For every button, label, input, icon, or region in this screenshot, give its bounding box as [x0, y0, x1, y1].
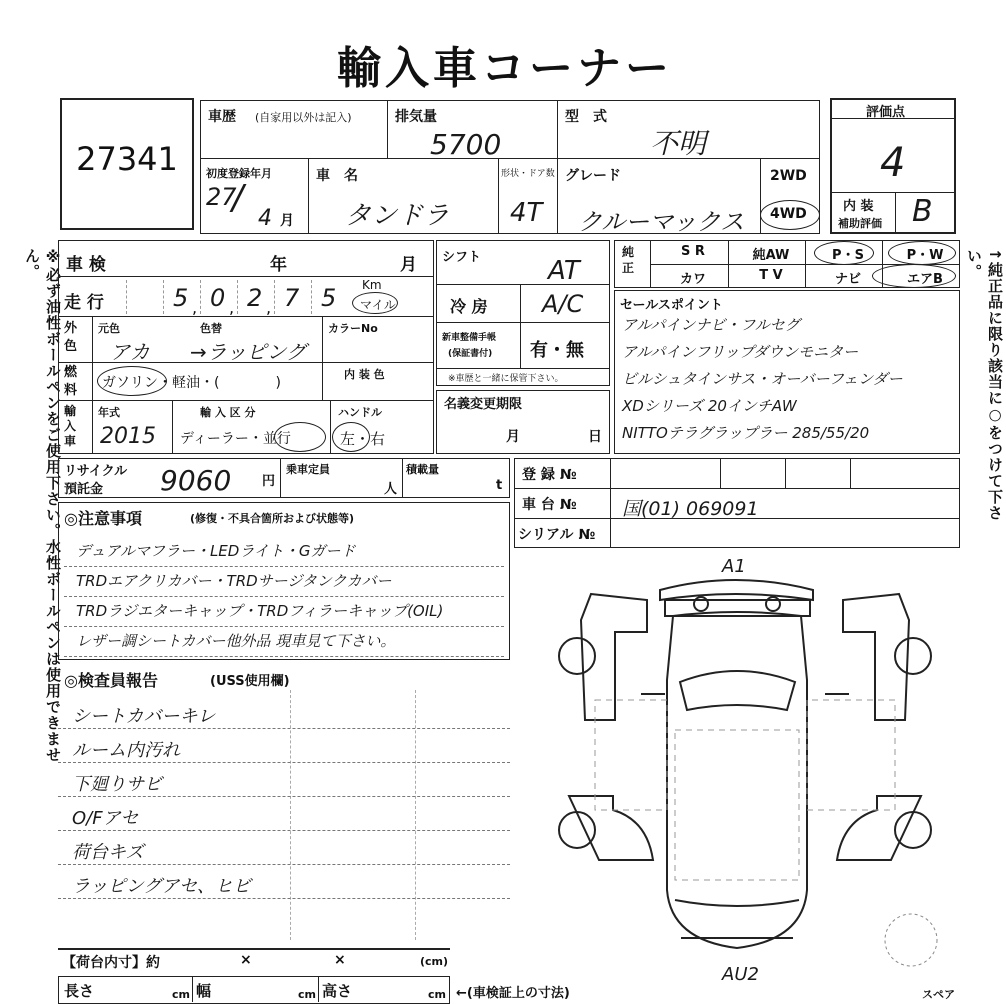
- notes-line: TRDラジエターキャップ・TRDフィラーキャップ(OIL): [76, 602, 444, 620]
- equip-item: ナビ: [834, 272, 861, 287]
- inspector-line: 下廻りサビ: [72, 774, 162, 795]
- bed-size-label: 【荷台内寸】約: [62, 955, 160, 971]
- first-reg-label: 初度登録年月: [206, 167, 272, 180]
- import-side-label: 輸入車: [64, 404, 77, 448]
- doors-value: 4T: [510, 198, 543, 228]
- inspector-rule: [58, 830, 510, 831]
- notes-rule: [64, 656, 504, 657]
- equip-item: T V: [759, 268, 783, 283]
- notes-rule: [64, 566, 504, 567]
- load-label: 積載量: [406, 463, 439, 476]
- interior-label2: 補助評価: [838, 217, 882, 230]
- sales-point-line: ビルシュタインサス・オーバーフェンダー: [622, 370, 903, 388]
- side-note-right: ↑純正品に限り該当に○をつけて下さい。: [965, 248, 1004, 521]
- inspector-sub: (USS使用欄): [210, 674, 290, 689]
- shaken-year-label: 年: [270, 255, 287, 275]
- maint-label1: 新車整備手帳: [442, 333, 497, 343]
- mileage-digit-box: [126, 280, 163, 314]
- handle-left-circle: [332, 422, 370, 452]
- diagram-mark-front: A1: [722, 556, 746, 577]
- inspector-line: O/Fアセ: [72, 808, 139, 829]
- import-div-label: 輸 入 区 分: [200, 406, 256, 419]
- page-title: 輸入車コーナー: [337, 43, 673, 94]
- drive-4wd: 4WD: [770, 206, 807, 222]
- fuel-options: ガソリン・軽油・( ): [102, 375, 281, 391]
- dim-length-cm: cm: [172, 988, 190, 1001]
- car-name-value: タンドラ: [345, 201, 450, 231]
- grade-value: クルーマックス: [578, 208, 745, 236]
- import-year-label: 年式: [98, 406, 120, 419]
- fuel-side-label: 燃料: [64, 365, 78, 398]
- recycle-label1: リサイクル: [64, 464, 128, 479]
- ext-orig-label: 元色: [98, 322, 120, 335]
- first-reg-slash: /: [232, 178, 244, 218]
- chassis-no-label: 車 台 №: [522, 497, 577, 513]
- doors-label: 形状・ドア数: [501, 169, 555, 179]
- ext-color-side-label: 外色: [64, 321, 78, 354]
- drive-2wd: 2WD: [770, 168, 807, 184]
- notes-line: デュアルマフラー・LEDライト・Gガード: [76, 542, 356, 560]
- notes-sub: (修復・不具合箇所および状態等): [190, 512, 355, 525]
- inspector-rule: [58, 898, 510, 899]
- first-reg-month: 4: [258, 206, 272, 231]
- inspector-line: ラッピングアセ、ヒビ: [72, 876, 251, 897]
- chassis-no-value: 国(01) 069091: [622, 498, 759, 520]
- mileage-unit-circle: [352, 292, 398, 314]
- grade-label: グレード: [565, 168, 621, 184]
- mileage-label: 走 行: [64, 293, 104, 313]
- first-reg-month-label: 月: [280, 213, 294, 229]
- interior-label: 内 装: [843, 199, 874, 214]
- dim-height-label: 高さ: [322, 982, 353, 1000]
- equip-ps-circle: [814, 241, 874, 265]
- notes-rule: [64, 596, 504, 597]
- dims-note: ←(車検証上の寸法): [456, 986, 570, 1001]
- equip-item: 純AW: [752, 248, 790, 263]
- aircon-label: 冷 房: [450, 297, 488, 316]
- aircon-value: A/C: [542, 290, 584, 318]
- fuel-gasoline-circle: [97, 366, 167, 396]
- dim-height-cm: cm: [428, 988, 446, 1001]
- displacement-value: 5700: [430, 128, 502, 161]
- equip-item: S R: [681, 244, 705, 259]
- load-unit: t: [496, 478, 503, 493]
- inspector-rule: [58, 728, 510, 729]
- capacity-label: 乗車定員: [286, 463, 330, 476]
- notes-rule: [64, 626, 504, 627]
- bed-size-x2: ×: [334, 952, 346, 968]
- import-parallel-circle: [274, 422, 326, 452]
- mileage-digit: 2: [247, 284, 263, 312]
- history-note: (自家用以外は記入): [255, 111, 352, 124]
- score-value: 4: [880, 140, 906, 186]
- mileage-unit-km: Km: [362, 278, 382, 292]
- notes-line: TRDエアクリカバー・TRDサージタンクカバー: [76, 572, 392, 590]
- spare-tire-icon: [885, 914, 937, 966]
- inspector-rule: [58, 762, 510, 763]
- notes-line: レザー調シートカバー他外品 現車見て下さい。: [76, 632, 396, 650]
- maint-label2: (保証書付): [448, 349, 493, 359]
- import-div-options: ディーラー・並行: [180, 431, 291, 447]
- mileage-digit-separator: ,: [229, 298, 235, 317]
- diagram-mark-rear: AU2: [722, 964, 759, 985]
- lot-number: 27341: [76, 140, 178, 178]
- bed-size-unit: (cm): [420, 955, 449, 968]
- inspector-label: ◎検査員報告: [64, 671, 158, 690]
- capacity-unit: 人: [384, 482, 398, 497]
- sales-point-line: アルパインフリップダウンモニター: [622, 343, 859, 361]
- equip-item: P・S: [832, 248, 864, 263]
- mileage-digit-separator: ,: [266, 298, 272, 317]
- mileage-digit: 7: [284, 284, 300, 312]
- mileage-digit-separator: ,: [192, 298, 198, 317]
- bed-size-x1: ×: [240, 952, 252, 968]
- serial-no-label: シリアル №: [518, 527, 596, 543]
- recycle-label2: 預託金: [64, 482, 104, 497]
- model-type-value: 不明: [650, 127, 707, 160]
- reg-no-label: 登 録 №: [522, 467, 577, 483]
- handle-options: 左・右: [340, 430, 386, 448]
- sales-points-label: セールスポイント: [620, 298, 723, 313]
- color-no-label: カラーNo: [328, 322, 378, 335]
- drive-4wd-circle: [760, 200, 820, 230]
- vehicle-diagram: [555, 560, 935, 960]
- score-label: 評価点: [866, 105, 906, 120]
- diagram-spare-label: スペア: [922, 988, 955, 1001]
- sales-point-line: NITTOテラグラップラー 285/55/20: [622, 424, 870, 442]
- shaken-label: 車 検: [66, 255, 106, 275]
- equip-airbag-circle: [872, 264, 956, 288]
- interior-score: B: [912, 194, 933, 229]
- inspector-rule: [58, 864, 510, 865]
- displacement-label: 排気量: [395, 109, 437, 125]
- mileage-unit-mile: マイル: [360, 298, 396, 312]
- recycle-unit: 円: [262, 474, 276, 489]
- mileage-digit: 0: [210, 284, 226, 312]
- name-change-label: 名義変更期限: [444, 397, 523, 412]
- dim-length-label: 長さ: [64, 982, 95, 1000]
- ext-repaint-label: 色替: [200, 322, 222, 335]
- ext-orig-value: アカ: [110, 340, 150, 364]
- inspector-rule: [58, 796, 510, 797]
- dims-block: [58, 976, 450, 1004]
- maint-options: 有・無: [530, 340, 584, 361]
- recycle-value: 9060: [160, 464, 232, 497]
- first-reg-year: 27: [206, 183, 237, 211]
- sales-point-line: XDシリーズ 20インチAW: [622, 397, 797, 415]
- interior-color-label: 内 装 色: [344, 368, 385, 381]
- inspector-line: 荷台キズ: [72, 842, 144, 863]
- inspector-line: ルーム内汚れ: [72, 740, 180, 761]
- shift-label: シフト: [442, 250, 482, 265]
- history-label: 車歴: [208, 109, 236, 125]
- equip-pw-circle: [888, 241, 956, 265]
- notes-label: ◎注意事項: [64, 509, 142, 528]
- dim-width-label: 幅: [196, 982, 212, 1000]
- import-year-value: 2015: [100, 424, 156, 449]
- mileage-digit: 5: [173, 284, 189, 312]
- equip-item: エアB: [907, 272, 943, 287]
- name-change-day: 日: [588, 429, 602, 445]
- shaken-month-label: 月: [400, 255, 417, 275]
- mileage-digit: 5: [321, 284, 337, 312]
- car-name-label: 車 名: [316, 168, 358, 184]
- maint-note: ※車歴と一緒に保管下さい。: [448, 374, 564, 384]
- inspector-line: シートカバーキレ: [72, 706, 216, 727]
- dim-width-cm: cm: [298, 988, 316, 1001]
- side-note-left: ※必ず油性ボールペンをご使用下さい。水性ボールペンは使用できません。: [23, 248, 62, 763]
- model-type-label: 型 式: [565, 109, 607, 125]
- equip-item: カワ: [679, 272, 706, 287]
- ext-repaint-value: →ラッピング: [190, 340, 306, 364]
- equipment-side-label: 純正: [622, 245, 635, 275]
- handle-label: ハンドル: [338, 406, 382, 419]
- equip-item: P・W: [906, 248, 944, 263]
- shift-value: AT: [548, 256, 580, 286]
- name-change-month: 月: [506, 429, 520, 445]
- sales-point-line: アルパインナビ・フルセグ: [622, 316, 800, 334]
